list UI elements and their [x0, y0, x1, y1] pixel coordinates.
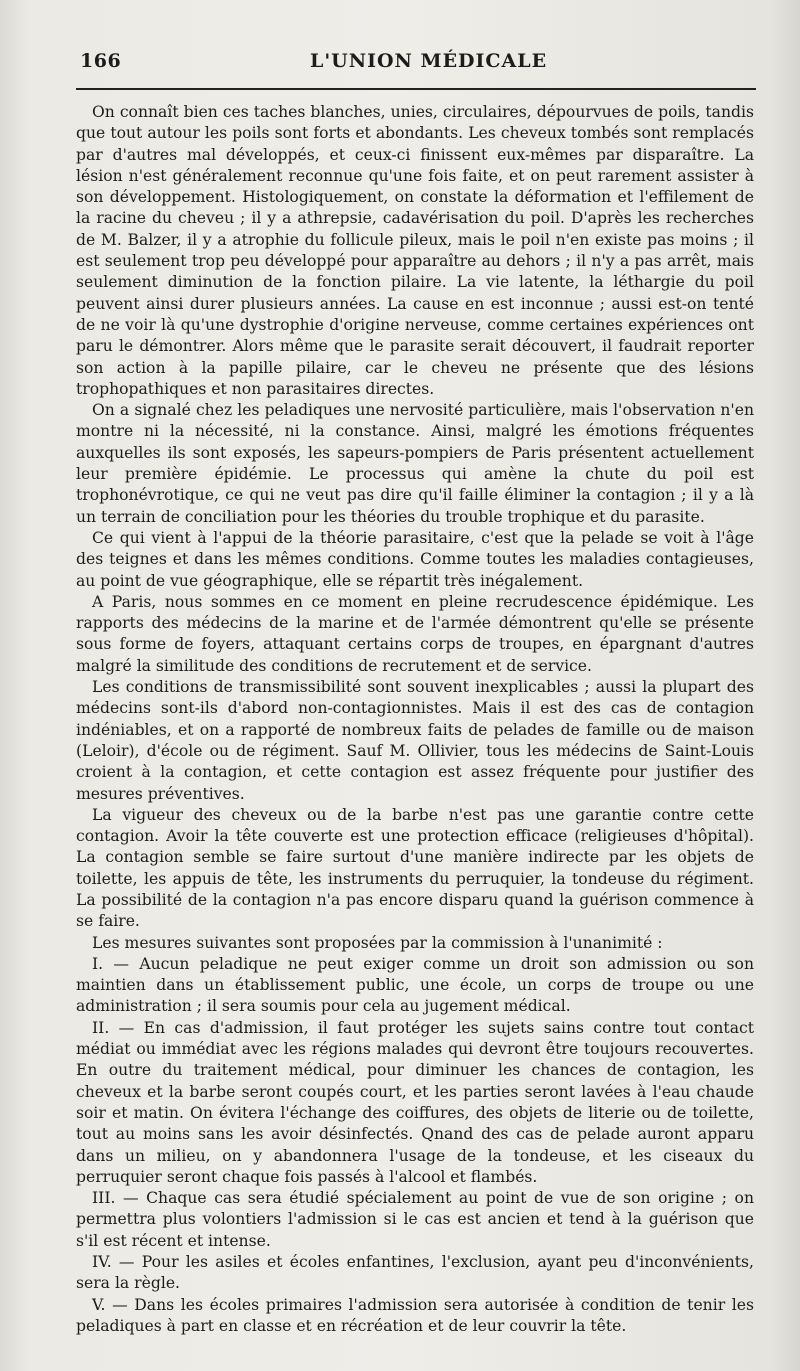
paragraph: Les mesures suivantes sont proposées par la commission à l'unanimité : [92, 933, 663, 952]
paragraph: La vigueur des cheveux ou de la barbe n'est pas une garantie contre cette contagion. Avoir la tête couverte est une protection efficace (religieuses d'hôpital). La contagion semble se faire surtout d'une manière indirecte par les objets de toilette, les appuis de tête, les instruments du perruquier, la tondeuse du régiment. La possibilité de la contagion n'a pas encore disparu quand la guérison commence à se faire. [76, 805, 754, 931]
paragraph: II. — En cas d'admission, il faut protéger les sujets sains contre tout contact médiat ou immédiat avec les régions malades qui devront être toujours recouvertes. En outre du traitement médical, pour diminuer les chances de contagion, les cheveux et la barbe seront coupés court, et les parties seront lavées à l'eau chaude soir et matin. On évitera l'échange des coiffures, des objets de literie ou de toilette, tout au moins sans les avoir désinfectés. Qnand des cas de pelade auront apparu dans un milieu, on y abandonnera l'usage de la tondeuse, et les ciseaux du perruquier seront chaque fois passés à l'alcool et flambés. [76, 1018, 754, 1186]
body-text [76, 102, 754, 1337]
paragraph: A Paris, nous sommes en ce moment en pleine recrudescence épidémique. Les rapports des médecins de la marine et de l'armée démontrent qu'elle se présente sous forme de foyers, attaquant certains corps de troupes, en épargnant d'autres malgré la similitude des conditions de recrutement et de service. [76, 592, 754, 675]
paragraph: On connaît bien ces taches blanches, unies, circulaires, dépourvues de poils, tandis que tout autour les poils sont forts et abondants. Les cheveux tombés sont remplacés par d'autres mal développés, et ceux-ci finissent eux-mêmes par disparaître. La lésion n'est généralement reconnue qu'une fois faite, et on peut rarement assister à son développement. Histologiquement, on constate la déformation et l'effilement de la racine du cheveu ; il y a athrepsie, cadavérisation du poil. D'après les recherches de M. Balzer, il y a atrophie du follicule pileux, mais le poil n'en existe pas moins ; il est seulement trop peu développé pour apparaître au dehors ; il n'y a pas arrêt, mais seulement diminution de la fonction pilaire. La vie latente, la léthargie du poil peuvent ainsi durer plusieurs années. La cause en est inconnue ; aussi est-on tenté de ne voir là qu'une dystrophie d'origine nerveuse, comme certaines expériences ont paru le démontrer. Alors même que le parasite serait découvert, il faudrait reporter son action à la papille pilaire, car le cheveu ne présente que des lésions trophopathiques et non parasitaires directes. [76, 103, 754, 398]
page-number: 166 [80, 50, 122, 72]
paragraph: I. — Aucun peladique ne peut exiger comme un droit son admission ou son maintien dans un établissement public, une école, un corps de troupe ou une administration ; il sera soumis pour cela au jugement médical. [76, 954, 754, 1016]
header-rule [76, 88, 756, 90]
paragraph: Les conditions de transmissibilité sont souvent inexplicables ; aussi la plupart des médecins sont-ils d'abord non-contagionnistes. Mais il est des cas de contagion indéniables, et on a rapporté de nombreux faits de pelades de famille ou de maison (Leloir), d'école ou de régiment. Sauf M. Ollivier, tous les médecins de Saint-Louis croient à la contagion, et cette contagion est assez fréquente pour justifier des mesures préventives. [76, 678, 754, 803]
paragraph: Ce qui vient à l'appui de la théorie parasitaire, c'est que la pelade se voit à l'âge des teignes et dans les mêmes conditions. Comme toutes les maladies contagieuses, au point de vue géographique, elle se répartit très inégalement. [76, 528, 754, 590]
running-title: L'UNION MÉDICALE [310, 50, 548, 72]
paragraph: On a signalé chez les peladiques une nervosité particulière, mais l'observation n'en montre ni la nécessité, ni la constance. Ainsi, malgré les émotions fréquentes auxquelles ils sont exposés, les sapeurs-pompiers de Paris présentent actuellement leur première épidémie. Le processus qui amène la chute du poil est trophonévrotique, ce qui ne veut pas dire qu'il faille éliminer la contagion ; il y a là un terrain de conciliation pour les théories du trouble trophique et du parasite. [76, 401, 754, 526]
paragraph: V. — Dans les écoles primaires l'admission sera autorisée à condition de tenir les peladiques à part en classe et en récréation et de leur couvrir la tête. [76, 1295, 754, 1335]
paragraph: III. — Chaque cas sera étudié spécialement au point de vue de son origine ; on permettra plus volontiers l'admission si le cas est ancien et tend à la guérison que s'il est récent et intense. [76, 1189, 754, 1250]
page-header [80, 44, 754, 74]
paragraph: IV. — Pour les asiles et écoles enfantines, l'exclusion, ayant peu d'inconvénients, sera la règle. [76, 1253, 754, 1293]
